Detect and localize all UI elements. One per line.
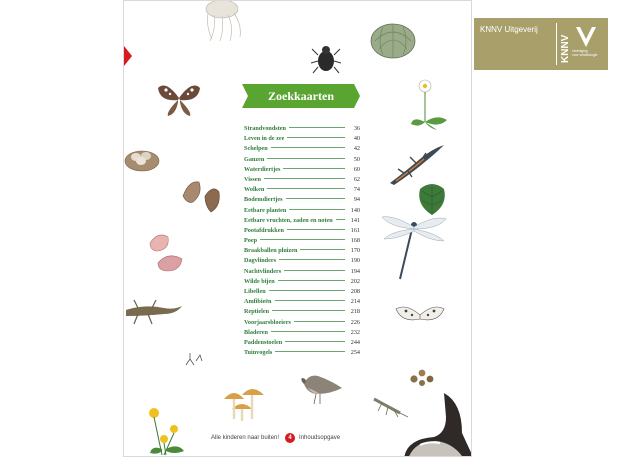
toc-entry xyxy=(244,298,360,308)
toc-entry-page: 40 xyxy=(353,135,360,143)
toc-entry xyxy=(244,319,360,329)
toc-entry xyxy=(244,247,360,257)
toc-entry-page: 94 xyxy=(353,196,360,204)
toc-entry-label: Schelpen xyxy=(244,145,268,153)
toc-entry-page: 218 xyxy=(350,308,360,316)
toc-entry xyxy=(244,257,360,267)
toc-entry xyxy=(244,166,360,176)
toc-entry xyxy=(244,288,360,298)
butterfly-illustration xyxy=(156,78,202,118)
section-banner xyxy=(242,84,360,108)
page-footer xyxy=(211,432,340,444)
toc-entry xyxy=(244,135,360,145)
toc-entry-label: Bladeren xyxy=(244,328,268,336)
toc-entry-label: Amfibieën xyxy=(244,298,272,306)
bird-illustration xyxy=(298,366,346,406)
toc-entry-page: 232 xyxy=(350,328,360,336)
toc-entry-label: Eetbare vruchten, zaden en noten xyxy=(244,216,333,224)
toc-leader-line xyxy=(289,209,345,210)
toc-entry xyxy=(244,237,360,247)
page-edge-tab xyxy=(124,46,132,66)
toc-leader-line xyxy=(278,280,345,281)
publisher-subtitle xyxy=(572,49,597,57)
toc-entry xyxy=(244,176,360,186)
toc-entry-label: Paddenstoelen xyxy=(244,338,283,346)
toc-entry-page: 208 xyxy=(350,288,360,295)
toc-entry-label: Eetbare planten xyxy=(244,206,287,214)
toc-entry-label: Dagvlinders xyxy=(244,257,276,265)
toc-entry-page: 168 xyxy=(350,237,360,245)
toc-entry xyxy=(244,268,360,278)
toc-entry-page: 214 xyxy=(350,298,360,306)
toc-leader-line xyxy=(283,168,345,169)
dragonfly-illustration xyxy=(380,211,450,281)
footer-section: Inhoudsopgave xyxy=(299,435,341,441)
toc-entry-label: Reptielen xyxy=(244,308,270,316)
bird-footprint-illustration xyxy=(182,351,204,369)
lizard-illustration xyxy=(124,296,184,330)
toc-entry xyxy=(244,207,360,217)
jellyfish-illustration xyxy=(194,1,254,41)
banner-title: Zoekkaarten xyxy=(268,89,334,103)
toc-entry-page: 140 xyxy=(350,206,360,214)
beetle-illustration xyxy=(311,41,341,77)
toc-leader-line xyxy=(289,127,345,128)
toc-entry-label: Voorjaarsbloeiers xyxy=(244,318,291,326)
toc-entry-label: Wilde bijen xyxy=(244,277,275,285)
toc-entry-page: 161 xyxy=(350,226,360,234)
toc-leader-line xyxy=(264,178,345,179)
toc-leader-line xyxy=(271,331,345,332)
toc-leader-line xyxy=(271,147,345,148)
toc-entry-page: 50 xyxy=(353,155,360,163)
toc-leader-line xyxy=(275,300,346,301)
toc-entry-page: 60 xyxy=(353,165,360,173)
toc-entry-page: 244 xyxy=(350,338,360,346)
toc-entry xyxy=(244,349,360,359)
toc-entry xyxy=(244,156,360,166)
toc-entry xyxy=(244,227,360,237)
toc-entry-label: Wolken xyxy=(244,186,265,194)
toc-entry-label: Libellen xyxy=(244,288,266,295)
toc-entry-label: Vissen xyxy=(244,175,261,183)
publisher-subtitle-line2: voor veldbiologie xyxy=(572,53,598,57)
toc-entry xyxy=(244,278,360,288)
yellow-flower-illustration xyxy=(144,405,194,457)
toc-entry xyxy=(244,125,360,135)
seed-pods-illustration xyxy=(179,176,225,216)
mushrooms-illustration xyxy=(220,383,270,423)
toc-entry xyxy=(244,339,360,349)
toc-leader-line xyxy=(269,290,345,291)
toc-leader-line xyxy=(275,351,345,352)
goose-illustration xyxy=(384,393,472,457)
moth-illustration xyxy=(394,301,446,331)
toc-leader-line xyxy=(272,310,345,311)
publisher-subtitle-line1: vereniging xyxy=(572,49,588,53)
toc-entry-page: 190 xyxy=(350,257,360,265)
nest-illustration xyxy=(124,143,164,173)
toc-entry-page: 226 xyxy=(350,318,360,326)
shells-illustration xyxy=(146,229,188,273)
toc-entry-label: Strandvondsten xyxy=(244,125,286,132)
toc-entry-label: Pootafdrukken xyxy=(244,226,284,234)
toc-entry-page: 42 xyxy=(353,145,360,153)
toc-leader-line xyxy=(267,188,345,189)
toc-leader-line xyxy=(284,270,345,271)
toc-entry-label: Braakballen pluizen xyxy=(244,247,298,255)
toc-leader-line xyxy=(267,158,345,159)
toc-entry-label: Nachtvlinders xyxy=(244,267,282,275)
toc-leader-line xyxy=(286,198,346,199)
toc-entry-label: Bodemdiertjes xyxy=(244,196,283,204)
toc-entry-page: 170 xyxy=(350,247,360,255)
toc-entry xyxy=(244,186,360,196)
toc-entry-page: 74 xyxy=(353,186,360,194)
footer-book-title: Alle kinderen naar buiten! xyxy=(211,435,280,441)
toc-entry-page: 141 xyxy=(350,216,360,224)
table-of-contents xyxy=(244,125,360,359)
svg-text:KNNV: KNNV xyxy=(560,34,571,63)
toc-entry-label: Leven in de zee xyxy=(244,135,285,143)
toc-entry-page: 36 xyxy=(353,125,360,132)
toc-entry-label: Poep xyxy=(244,237,258,245)
toc-entry xyxy=(244,329,360,339)
toc-leader-line xyxy=(279,259,345,260)
toc-leader-line xyxy=(260,239,345,240)
toc-leader-line xyxy=(294,321,345,322)
toc-leader-line xyxy=(287,229,345,230)
droppings-illustration xyxy=(408,363,438,387)
sea-urchin-illustration xyxy=(369,21,417,61)
toc-leader-line xyxy=(285,341,345,342)
daisy-illustration xyxy=(407,76,453,130)
toc-entry xyxy=(244,217,360,227)
toc-entry xyxy=(244,145,360,155)
toc-entry-page: 62 xyxy=(353,175,360,183)
toc-leader-line xyxy=(300,249,345,250)
publisher-name: KNNV Uitgeverij xyxy=(480,25,538,34)
toc-entry-label: Tuinvogels xyxy=(244,349,273,357)
toc-entry-page: 254 xyxy=(350,349,360,357)
book-page xyxy=(123,0,472,457)
page-number-badge: 4 xyxy=(285,433,295,443)
toc-entry xyxy=(244,308,360,318)
toc-entry xyxy=(244,196,360,206)
toc-entry-page: 202 xyxy=(350,277,360,285)
toc-entry-page: 194 xyxy=(350,267,360,275)
toc-leader-line xyxy=(287,137,345,138)
toc-leader-line xyxy=(336,219,345,220)
publisher-logo xyxy=(474,18,608,70)
toc-entry-label: Waterdiertjes xyxy=(244,165,281,173)
toc-entry-label: Ganzen xyxy=(244,155,265,163)
knnv-mark-icon xyxy=(556,23,604,65)
